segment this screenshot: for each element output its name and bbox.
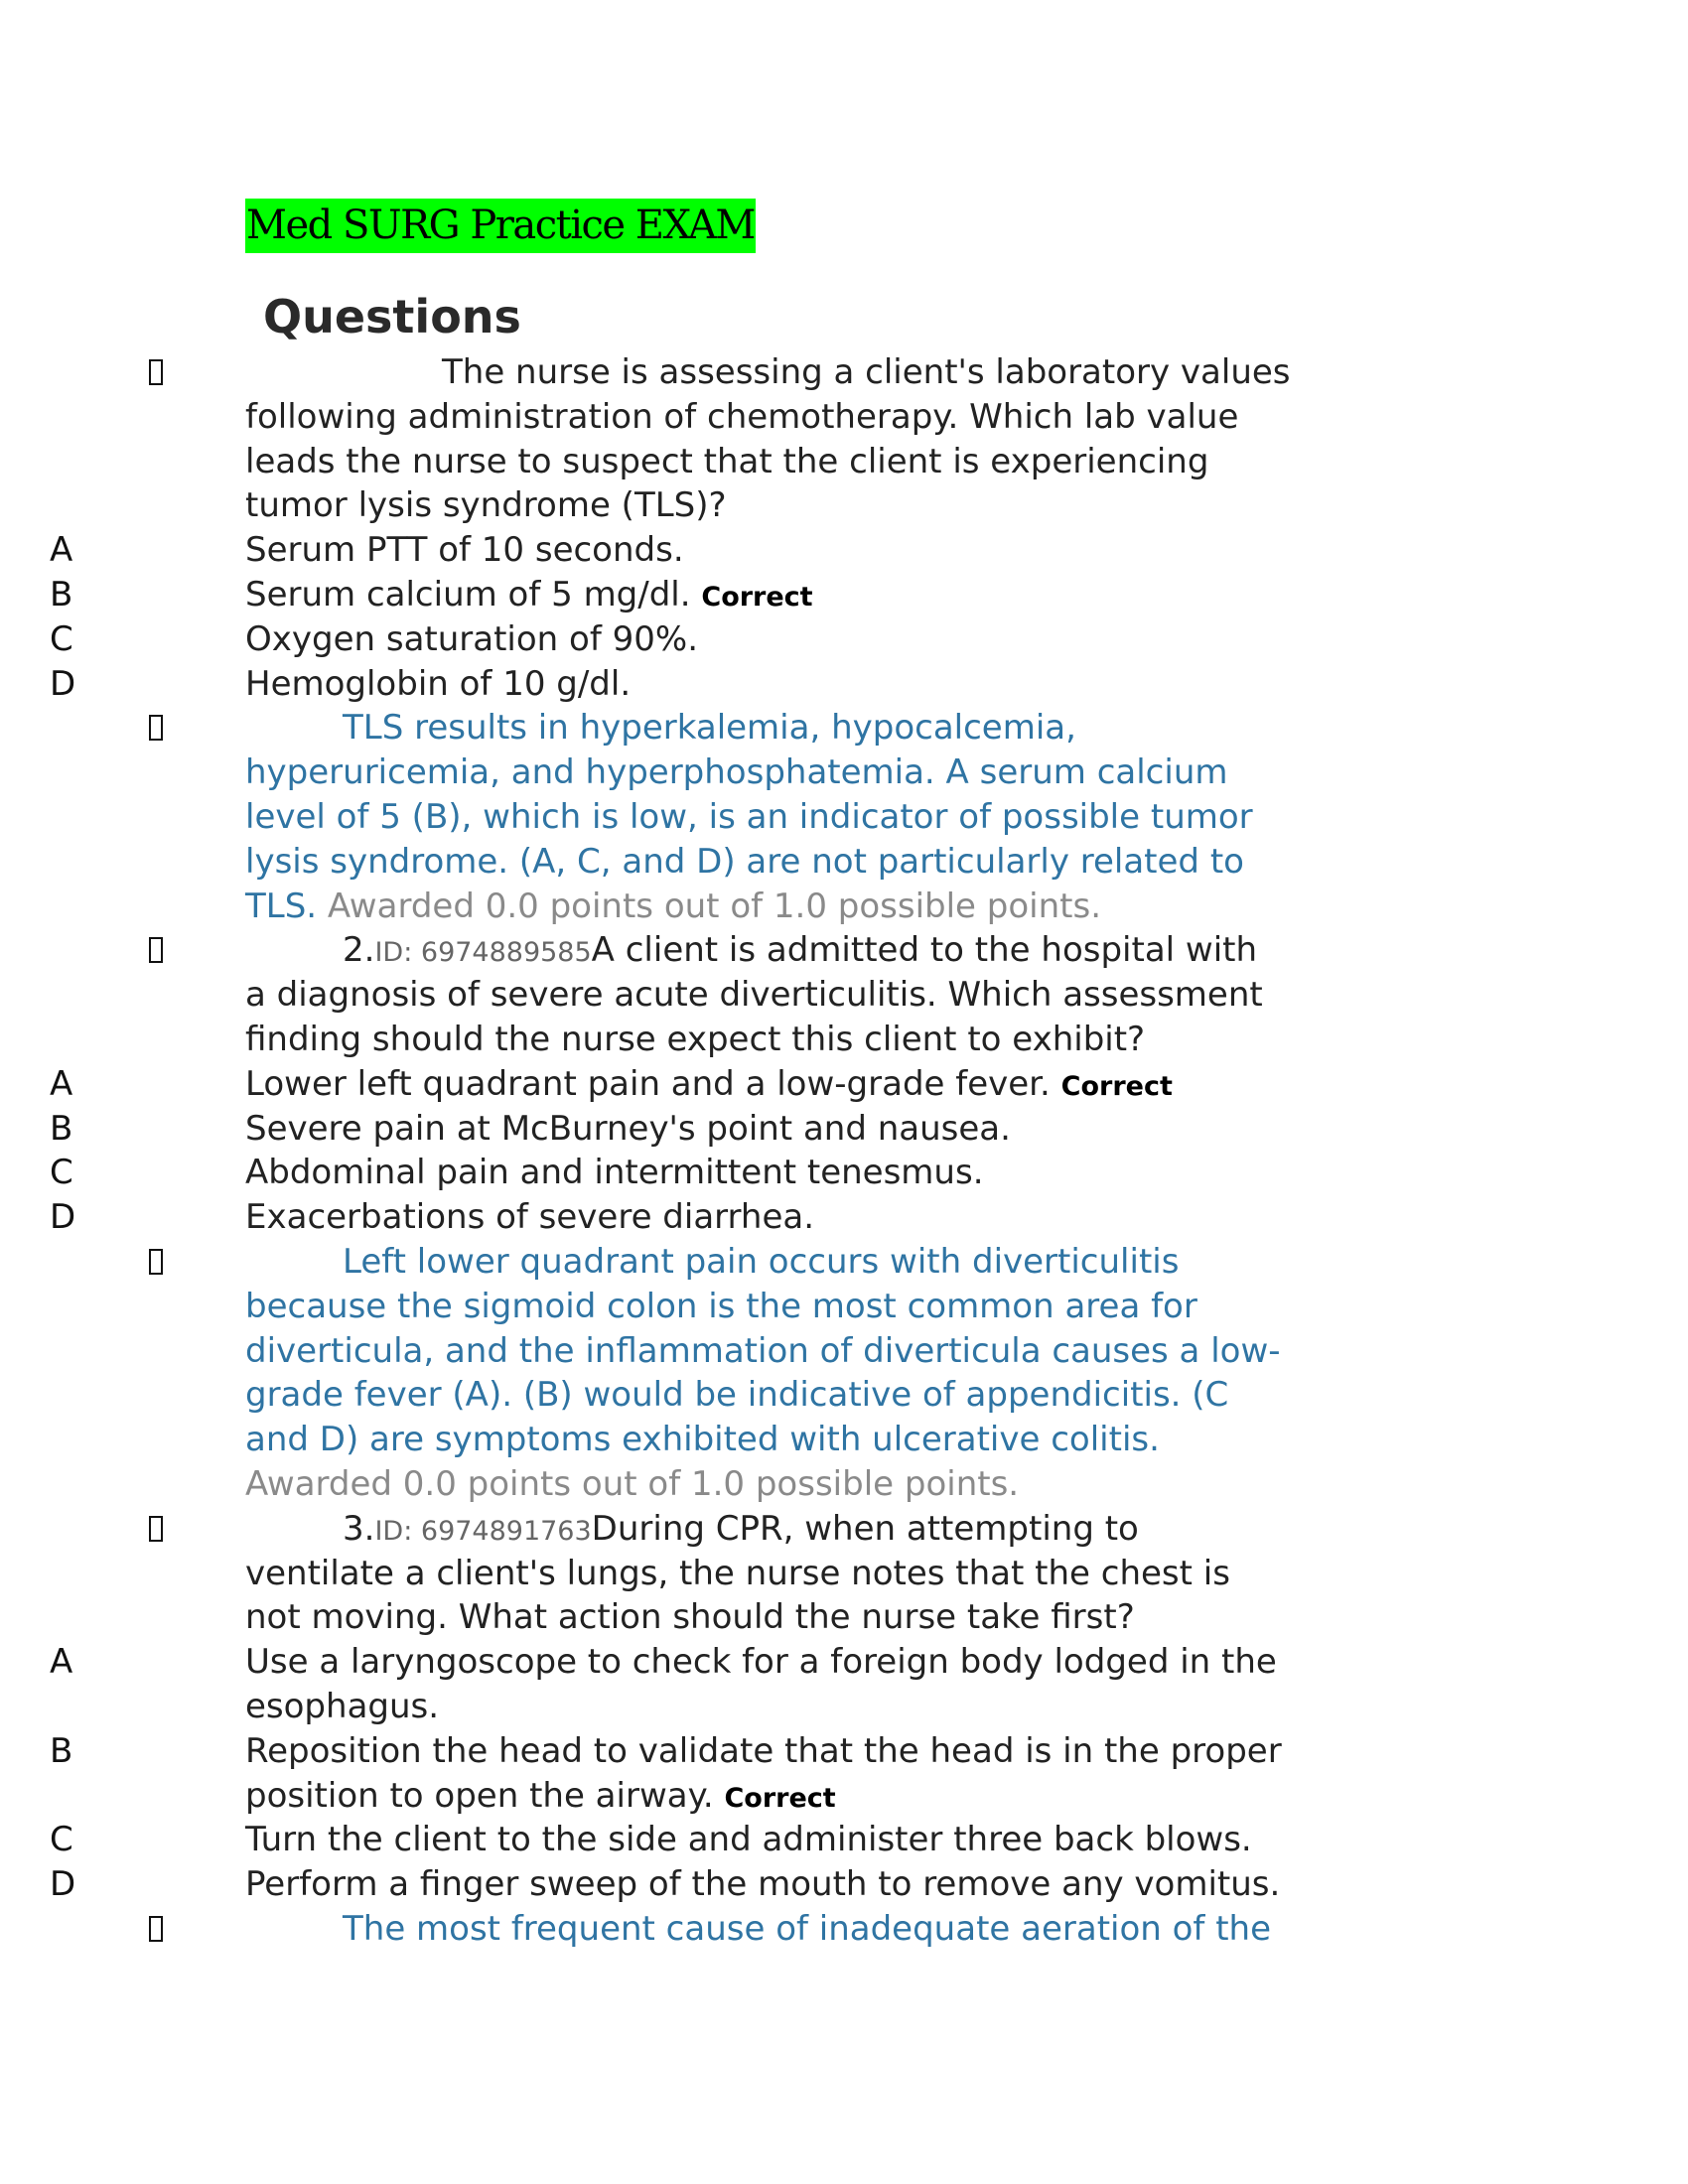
line-text xyxy=(245,1062,1173,1110)
explanation-text: Left lower quadrant pain occurs with diverticulitis xyxy=(343,1241,1180,1282)
correct-marker: Correct xyxy=(701,581,813,613)
option-letter: C xyxy=(50,1153,73,1193)
option-letter: C xyxy=(50,618,73,659)
text-line xyxy=(0,1462,1688,1507)
missing-glyph-bullet-icon xyxy=(149,359,163,385)
text-line xyxy=(0,1640,1688,1685)
section-heading: Questions xyxy=(263,290,521,343)
option-letter: B xyxy=(50,574,73,614)
text-line xyxy=(0,528,1688,573)
explanation-text: diverticula, and the inflammation of diverticula causes a low- xyxy=(245,1330,1281,1371)
text-line xyxy=(0,1507,1688,1552)
text-line xyxy=(0,885,1688,929)
explanation-text: because the sigmoid colon is the most common area for xyxy=(245,1286,1197,1326)
line-text xyxy=(245,1329,1281,1374)
line-text xyxy=(245,1373,1228,1418)
line-text xyxy=(245,1552,1230,1596)
text-run: Serum calcium of 5 mg/dl. xyxy=(245,574,702,614)
question-id: ID: 6974889585 xyxy=(374,937,592,969)
text-line xyxy=(0,440,1688,484)
option-letter: A xyxy=(50,1063,73,1104)
correct-marker: Correct xyxy=(1060,1070,1173,1102)
text-line xyxy=(0,1818,1688,1862)
text-run: a diagnosis of severe acute diverticulitis. Which assessment xyxy=(245,975,1263,1016)
explanation-text: The most frequent cause of inadequate aeration of the xyxy=(343,1908,1271,1949)
option-letter: C xyxy=(50,1820,73,1860)
line-text xyxy=(245,1729,1282,1774)
line-text xyxy=(245,1774,836,1822)
awarded-points: Awarded 0.0 points out of 1.0 possible points. xyxy=(327,886,1102,926)
line-text xyxy=(245,528,684,573)
explanation-text: grade fever (A). (B) would be indicative of appendicitis. (C xyxy=(245,1375,1229,1416)
missing-glyph-bullet-icon xyxy=(149,715,163,741)
line-text xyxy=(245,1462,1019,1507)
question-id: ID: 6974891763 xyxy=(374,1515,592,1547)
text-run: Abdominal pain and intermittent tenesmus. xyxy=(245,1153,984,1193)
text-run: Turn the client to the side and administer three back blows. xyxy=(245,1820,1252,1860)
option-letter: B xyxy=(50,1730,73,1771)
text-run: Hemoglobin of 10 g/dl. xyxy=(245,663,632,704)
line-text xyxy=(245,1151,984,1195)
line-text xyxy=(245,573,813,620)
explanation-text: and D) are symptoms exhibited with ulcerative colitis. xyxy=(245,1420,1160,1460)
line-text xyxy=(245,350,1291,395)
text-line xyxy=(0,751,1688,795)
explanation-text: level of 5 (B), which is low, is an indicator of possible tumor xyxy=(245,796,1253,837)
line-text xyxy=(245,395,1238,440)
missing-glyph-bullet-icon xyxy=(149,1516,163,1542)
text-line xyxy=(0,706,1688,751)
text-line xyxy=(0,1062,1688,1107)
line-text xyxy=(245,928,1257,976)
text-line xyxy=(0,617,1688,662)
text-line xyxy=(0,1595,1688,1640)
explanation-text: lysis syndrome. (A, C, and D) are not particularly related to xyxy=(245,841,1244,882)
line-text xyxy=(245,1595,1135,1640)
text-line xyxy=(0,1774,1688,1819)
text-line xyxy=(0,573,1688,617)
explanation-text: TLS results in hyperkalemia, hypocalcemia, xyxy=(343,708,1076,749)
text-run: Severe pain at McBurney's point and nausea. xyxy=(245,1108,1011,1149)
line-text xyxy=(245,1107,1011,1152)
text-run: The nurse is assessing a client's laboratory values xyxy=(442,352,1291,392)
line-text xyxy=(245,795,1253,840)
line-text xyxy=(245,840,1244,885)
option-letter: A xyxy=(50,530,73,571)
line-text xyxy=(245,1240,1179,1285)
text-line xyxy=(0,1240,1688,1285)
option-letter: D xyxy=(50,1864,76,1905)
text-line xyxy=(0,795,1688,840)
text-line xyxy=(0,1907,1688,1952)
text-run: Exacerbations of severe diarrhea. xyxy=(245,1197,815,1238)
awarded-points: Awarded 0.0 points out of 1.0 possible points. xyxy=(245,1463,1020,1504)
line-text xyxy=(245,1818,1252,1862)
document-title: Med SURG Practice EXAM xyxy=(245,199,756,253)
text-line xyxy=(0,1107,1688,1152)
line-text xyxy=(245,973,1263,1018)
line-text xyxy=(245,617,698,662)
text-run: A client is admitted to the hospital with xyxy=(591,930,1258,971)
text-run: tumor lysis syndrome (TLS)? xyxy=(245,485,727,526)
option-letter: D xyxy=(50,1197,76,1238)
text-run: finding should the nurse expect this client to exhibit? xyxy=(245,1019,1146,1059)
line-text xyxy=(245,1507,1139,1555)
line-text xyxy=(245,706,1076,751)
text-line xyxy=(0,662,1688,707)
text-run: Serum PTT of 10 seconds. xyxy=(245,530,684,571)
questions-body xyxy=(0,350,1688,1952)
text-line xyxy=(0,1729,1688,1774)
line-text xyxy=(245,885,1101,929)
text-line xyxy=(0,1018,1688,1062)
text-line xyxy=(0,840,1688,885)
text-run: During CPR, when attempting to xyxy=(591,1508,1139,1549)
missing-glyph-bullet-icon xyxy=(149,937,163,963)
missing-glyph-bullet-icon xyxy=(149,1916,163,1942)
text-run: esophagus. xyxy=(245,1686,440,1726)
text-line xyxy=(0,1373,1688,1418)
line-text xyxy=(245,1285,1197,1329)
line-text xyxy=(245,1195,814,1240)
missing-glyph-bullet-icon xyxy=(149,1249,163,1275)
text-run: not moving. What action should the nurse take first? xyxy=(245,1597,1135,1638)
option-letter: B xyxy=(50,1108,73,1149)
text-run: Reposition the head to validate that the head is in the proper xyxy=(245,1730,1282,1771)
correct-marker: Correct xyxy=(724,1782,836,1814)
line-text xyxy=(245,440,1208,484)
line-text xyxy=(245,1018,1145,1062)
explanation-text: hyperuricemia, and hyperphosphatemia. A serum calcium xyxy=(245,752,1228,793)
line-text xyxy=(245,1907,1271,1952)
explanation-text: TLS. xyxy=(245,886,328,926)
option-letter: A xyxy=(50,1642,73,1683)
line-text xyxy=(245,1418,1160,1462)
text-line xyxy=(0,1195,1688,1240)
line-text xyxy=(245,483,727,528)
text-run: 2. xyxy=(343,930,375,971)
text-run: Perform a finger sweep of the mouth to remove any vomitus. xyxy=(245,1864,1281,1905)
line-text xyxy=(245,1685,439,1729)
text-line xyxy=(0,1285,1688,1329)
text-run: leads the nurse to suspect that the client is experiencing xyxy=(245,441,1209,481)
line-text xyxy=(245,751,1228,795)
text-run: 3. xyxy=(343,1508,375,1549)
text-line xyxy=(0,973,1688,1018)
line-text xyxy=(245,1862,1280,1907)
option-letter: D xyxy=(50,663,76,704)
text-line xyxy=(0,1685,1688,1729)
text-run: Lower left quadrant pain and a low-grade fever. xyxy=(245,1063,1061,1104)
line-text xyxy=(245,1640,1277,1685)
text-line xyxy=(0,1151,1688,1195)
text-run: position to open the airway. xyxy=(245,1775,725,1816)
text-run: Oxygen saturation of 90%. xyxy=(245,618,698,659)
line-text xyxy=(245,662,631,707)
text-run: ventilate a client's lungs, the nurse notes that the chest is xyxy=(245,1553,1230,1593)
text-run: Use a laryngoscope to check for a foreign body lodged in the xyxy=(245,1642,1277,1683)
text-line xyxy=(0,1862,1688,1907)
text-run: following administration of chemotherapy. Which lab value xyxy=(245,396,1239,437)
text-line xyxy=(0,1552,1688,1596)
text-line xyxy=(0,395,1688,440)
text-line xyxy=(0,1329,1688,1374)
text-line xyxy=(0,1418,1688,1462)
text-line xyxy=(0,928,1688,973)
text-line xyxy=(0,483,1688,528)
text-line xyxy=(0,350,1688,395)
